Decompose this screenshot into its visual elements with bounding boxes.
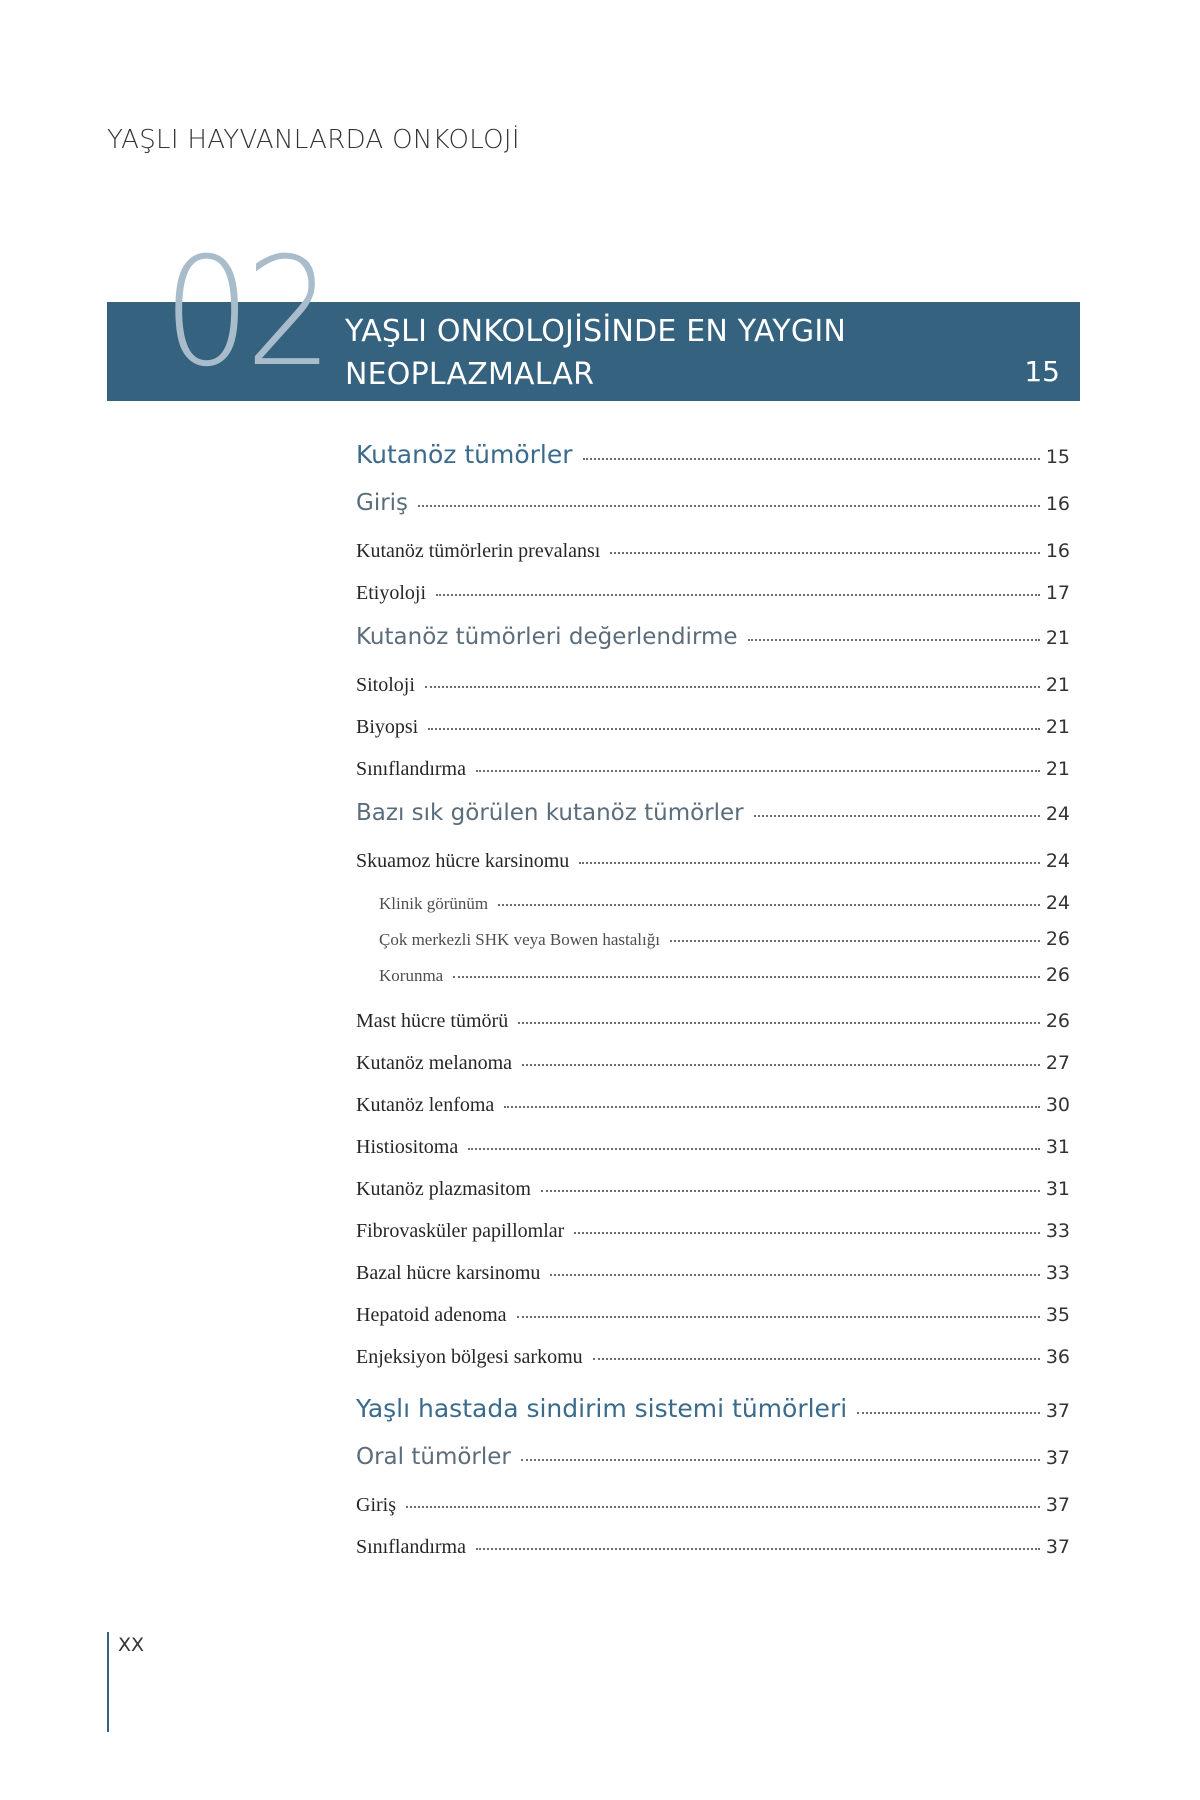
toc-entry-korunma[interactable]: [356, 964, 1070, 1000]
toc-label: Giriş: [356, 490, 409, 516]
table-of-contents: [356, 440, 1070, 1578]
dot-leader: [476, 1548, 1040, 1550]
toc-page: 33: [1045, 1262, 1070, 1284]
dot-leader: [425, 686, 1040, 688]
dot-leader: [670, 940, 1040, 942]
toc-label: Kutanöz melanoma: [356, 1052, 513, 1074]
toc-entry-papillomlar[interactable]: [356, 1220, 1070, 1262]
toc-page: 24: [1045, 850, 1070, 872]
chapter-title: [345, 310, 846, 396]
toc-label: Hepatoid adenoma: [356, 1304, 507, 1326]
toc-label: Yaşlı hastada sindirim sistemi tümörleri: [356, 1394, 848, 1423]
toc-label: Skuamoz hücre karsinomu: [356, 850, 570, 872]
chapter-number: 02: [163, 226, 328, 400]
toc-entry-bowen[interactable]: [356, 928, 1070, 964]
dot-leader: [498, 904, 1040, 906]
toc-entry-biyopsi[interactable]: [356, 716, 1070, 758]
dot-leader: [579, 862, 1040, 864]
dot-leader: [518, 1022, 1040, 1024]
dot-leader: [748, 639, 1040, 641]
toc-page: 15: [1045, 446, 1070, 468]
toc-entry-skuamoz[interactable]: [356, 850, 1070, 892]
toc-label: Mast hücre tümörü: [356, 1010, 509, 1032]
toc-label: Korunma: [379, 966, 444, 985]
toc-page: 37: [1045, 1400, 1070, 1422]
toc-entry-oral[interactable]: [356, 1444, 1070, 1494]
toc-entry-klinik-gorunum[interactable]: [356, 892, 1070, 928]
toc-page: 17: [1045, 582, 1070, 604]
toc-page: 35: [1045, 1304, 1070, 1326]
toc-label: Sınıflandırma: [356, 1536, 466, 1558]
dot-leader: [610, 552, 1039, 554]
toc-label: Kutanöz tümörlerin prevalansı: [356, 540, 601, 562]
dot-leader: [517, 1316, 1040, 1318]
toc-label: Biyopsi: [356, 716, 419, 738]
dot-leader: [468, 1148, 1040, 1150]
chapter-title-line2: NEOPLAZMALAR: [345, 357, 595, 392]
dot-leader: [522, 1064, 1040, 1066]
toc-entry-histiositoma[interactable]: [356, 1136, 1070, 1178]
toc-entry-sitoloji[interactable]: [356, 674, 1070, 716]
toc-entry-sindirim[interactable]: [356, 1394, 1070, 1444]
toc-label: Kutanöz tümörler: [356, 440, 573, 469]
dot-leader: [453, 976, 1040, 978]
toc-page: 16: [1045, 493, 1070, 515]
toc-page: 24: [1045, 892, 1070, 914]
toc-label: Oral tümörler: [356, 1444, 511, 1470]
dot-leader: [504, 1106, 1040, 1108]
dot-leader: [754, 815, 1040, 817]
page-folio: XX: [118, 1634, 145, 1656]
toc-page: 26: [1045, 1010, 1070, 1032]
toc-page: 21: [1045, 716, 1070, 738]
toc-entry-hepatoid[interactable]: [356, 1304, 1070, 1346]
toc-page: 31: [1045, 1178, 1070, 1200]
toc-label: Fibrovasküler papillomlar: [356, 1220, 565, 1242]
toc-page: 31: [1045, 1136, 1070, 1158]
dot-leader: [418, 505, 1040, 507]
chapter-page-number: 15: [1024, 355, 1060, 388]
toc-entry-lenfoma[interactable]: [356, 1094, 1070, 1136]
toc-entry-plazmasitom[interactable]: [356, 1178, 1070, 1220]
dot-leader: [550, 1274, 1039, 1276]
toc-page: 21: [1045, 674, 1070, 696]
dot-leader: [541, 1190, 1040, 1192]
toc-entry-giris-2[interactable]: [356, 1494, 1070, 1536]
toc-page: 21: [1045, 627, 1070, 649]
dot-leader: [521, 1459, 1040, 1461]
toc-page: 21: [1045, 758, 1070, 780]
toc-page: 36: [1045, 1346, 1070, 1368]
toc-page: 37: [1045, 1536, 1070, 1558]
toc-page: 24: [1045, 803, 1070, 825]
toc-entry-siniflandirma-2[interactable]: [356, 1536, 1070, 1578]
toc-page: 37: [1045, 1494, 1070, 1516]
toc-page: 16: [1045, 540, 1070, 562]
dot-leader: [428, 728, 1040, 730]
toc-label: Klinik görünüm: [379, 894, 489, 913]
dot-leader: [406, 1506, 1040, 1508]
toc-page: 26: [1045, 964, 1070, 986]
toc-entry-siniflandirma[interactable]: [356, 758, 1070, 800]
toc-label: Etiyoloji: [356, 582, 426, 604]
running-head: YAŞLI HAYVANLARDA ONKOLOJİ: [107, 125, 520, 155]
toc-page: 26: [1045, 928, 1070, 950]
toc-entry-sik-gorulen[interactable]: [356, 800, 1070, 850]
toc-entry-degerlendirme[interactable]: [356, 624, 1070, 674]
toc-entry-melanoma[interactable]: [356, 1052, 1070, 1094]
toc-label: Sitoloji: [356, 674, 415, 696]
toc-entry-kutanoz-tumorler[interactable]: [356, 440, 1070, 490]
toc-label: Bazı sık görülen kutanöz tümörler: [356, 800, 744, 826]
toc-page: 30: [1045, 1094, 1070, 1116]
toc-label: Kutanöz plazmasitom: [356, 1178, 531, 1200]
dot-leader: [583, 458, 1040, 460]
toc-label: Histiositoma: [356, 1136, 459, 1158]
chapter-title-line1: YAŞLI ONKOLOJİSİNDE EN YAYGIN: [345, 314, 847, 349]
toc-label: Giriş: [356, 1494, 396, 1516]
toc-page: 37: [1045, 1447, 1070, 1469]
toc-label: Çok merkezli SHK veya Bowen hastalığı: [379, 930, 660, 949]
toc-entry-prevalans[interactable]: [356, 540, 1070, 582]
toc-entry-enjeksiyon[interactable]: [356, 1346, 1070, 1388]
toc-label: Sınıflandırma: [356, 758, 466, 780]
toc-label: Bazal hücre karsinomu: [356, 1262, 541, 1284]
dot-leader: [574, 1232, 1040, 1234]
folio-rule: [107, 1632, 109, 1732]
toc-page: 33: [1045, 1220, 1070, 1242]
toc-entry-etiyoloji[interactable]: [356, 582, 1070, 624]
toc-label: Enjeksiyon bölgesi sarkomu: [356, 1346, 583, 1368]
dot-leader: [857, 1412, 1040, 1414]
dot-leader: [476, 770, 1040, 772]
toc-entry-giris[interactable]: [356, 490, 1070, 540]
toc-label: Kutanöz lenfoma: [356, 1094, 495, 1116]
toc-entry-bazal-hucre[interactable]: [356, 1262, 1070, 1304]
toc-label: Kutanöz tümörleri değerlendirme: [356, 624, 738, 650]
dot-leader: [593, 1358, 1040, 1360]
toc-entry-mast-hucre[interactable]: [356, 1010, 1070, 1052]
toc-page: 27: [1045, 1052, 1070, 1074]
dot-leader: [436, 594, 1040, 596]
